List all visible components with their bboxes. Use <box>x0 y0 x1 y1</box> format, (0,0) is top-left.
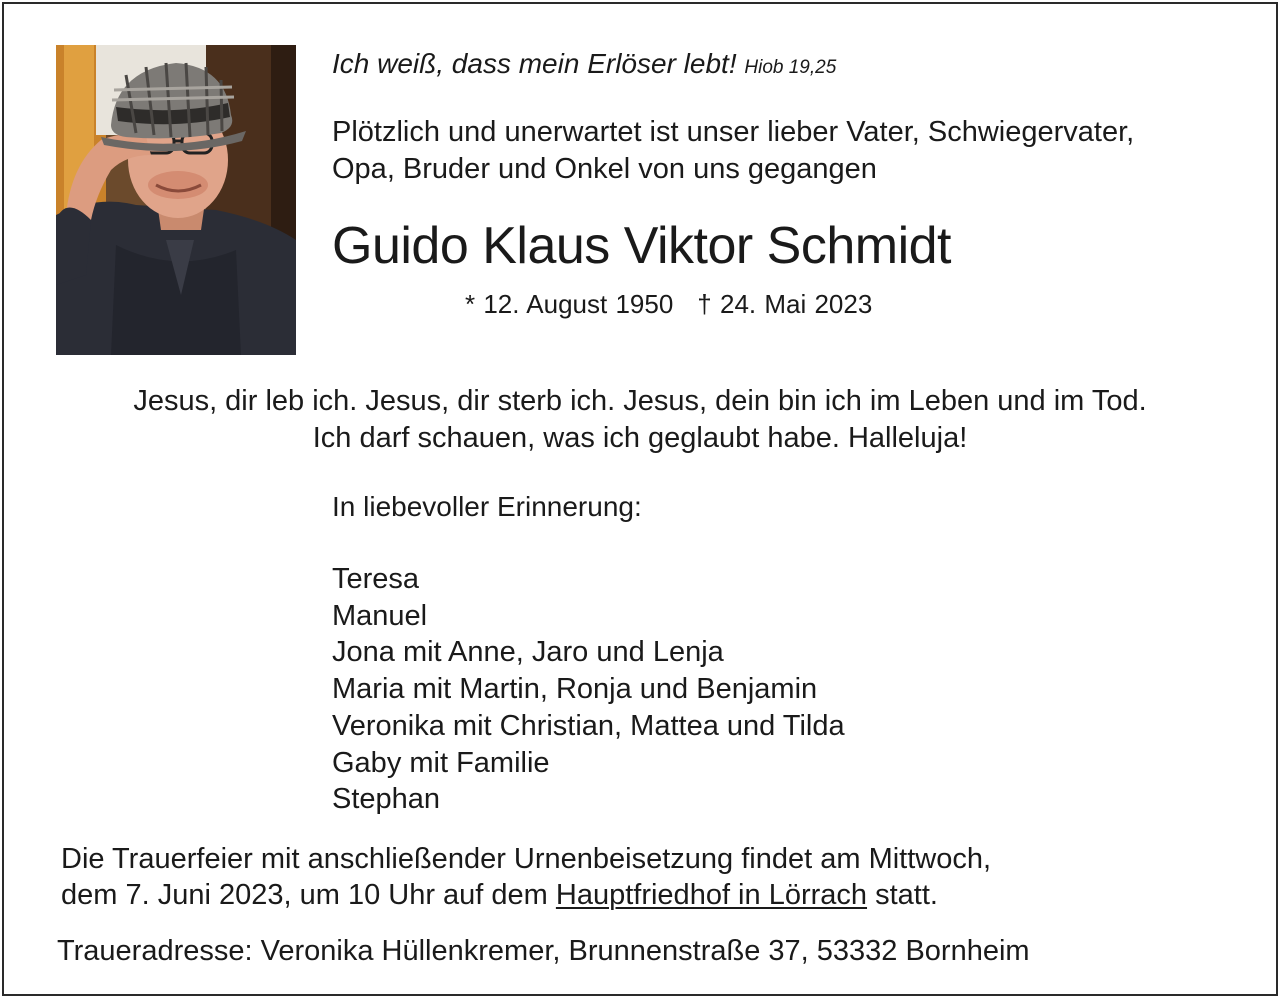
deceased-name: Guido Klaus Viktor Schmidt <box>332 217 951 275</box>
family-member: Teresa <box>332 563 420 595</box>
family-list <box>332 561 845 818</box>
intro-text <box>332 114 1134 188</box>
mourning-address: Traueradresse: Veronika Hüllenkremer, Brunnenstraße 37, 53332 Bornheim <box>57 935 1030 967</box>
funeral-line-2-start: dem 7. Juni 2023, um 10 Uhr auf dem <box>61 879 556 911</box>
portrait-photo <box>56 45 296 355</box>
family-member: Stephan <box>332 783 441 816</box>
family-member: Gaby mit Familie <box>332 746 550 779</box>
motto-text <box>0 383 1280 457</box>
family-member: Manuel <box>332 599 428 632</box>
motto-line-1: Jesus, dir leb ich. Jesus, dir sterb ich. Jesus, dein bin ich im Leben und im Tod. <box>133 385 1147 417</box>
family-member: Veronika mit Christian, Mattea und Tilda <box>332 709 845 742</box>
death-date: † 24. Mai 2023 <box>697 289 873 319</box>
verse-text: Ich weiß, dass mein Erlöser lebt! <box>332 48 737 79</box>
family-member: Maria mit Martin, Ronja und Benjamin <box>332 673 818 706</box>
cemetery-link[interactable]: Hauptfriedhof in Lörrach <box>555 879 868 911</box>
funeral-line-2-end: statt. <box>867 879 938 911</box>
funeral-info <box>61 841 991 913</box>
family-member: Jona mit Anne, Jaro und Lenja <box>332 636 724 669</box>
birth-date: * 12. August 1950 <box>465 289 674 319</box>
bible-verse <box>332 48 836 80</box>
funeral-line-1: Die Trauerfeier mit anschließender Urnenbeisetzung findet am Mittwoch, <box>61 843 992 875</box>
life-dates <box>465 289 872 320</box>
motto-line-2: Ich darf schauen, was ich geglaubt habe. Halleluja! <box>312 422 968 454</box>
funeral-line-2 <box>61 877 991 913</box>
intro-line-1: Plötzlich und unerwartet ist unser lieber Vater, Schwiegervater, <box>332 116 1135 148</box>
intro-line-2: Opa, Bruder und Onkel von uns gegangen <box>332 153 877 185</box>
memory-heading: In liebevoller Erinnerung: <box>332 491 642 522</box>
verse-reference: Hiob 19,25 <box>744 57 837 78</box>
